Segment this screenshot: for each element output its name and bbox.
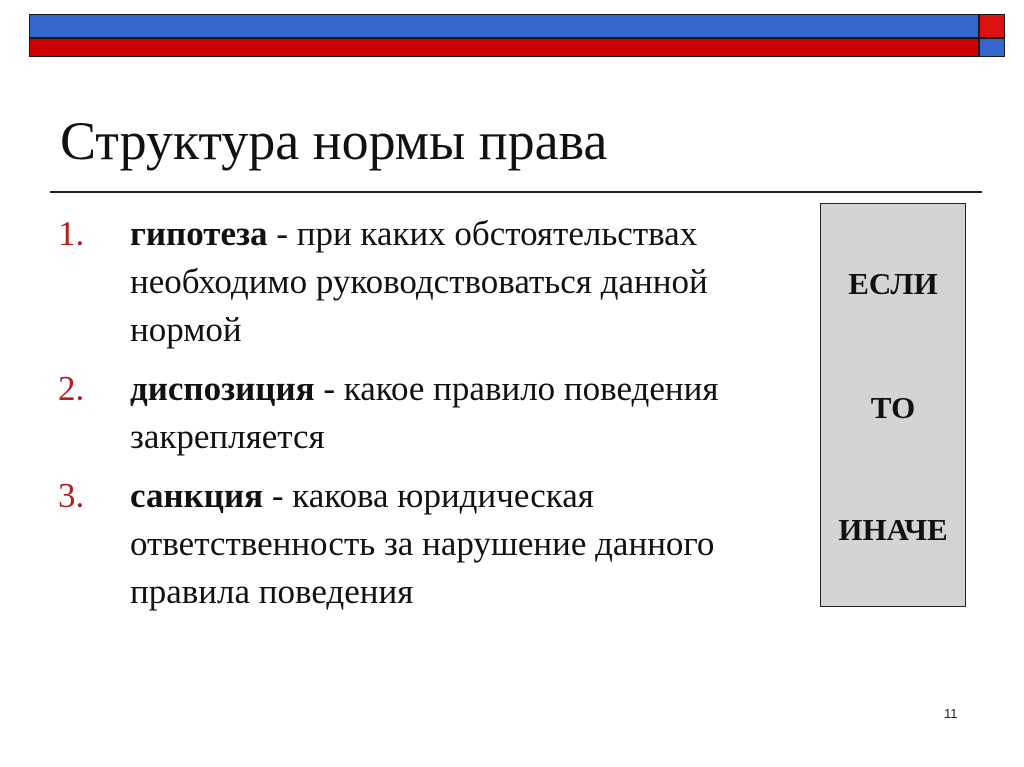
logic-word-if: ЕСЛИ <box>848 266 938 301</box>
logic-word-then: ТО <box>870 390 916 425</box>
list-item-hypothesis <box>58 210 818 354</box>
list-item-disposition <box>58 365 818 461</box>
page-number: 11 <box>944 706 958 721</box>
slide-title: Структура нормы права <box>60 111 608 171</box>
corner-blue-square <box>979 38 1005 57</box>
list-item-sanction <box>58 472 818 616</box>
item-description: - какова юридическая ответственность за нарушение данного правила поведения <box>130 476 715 611</box>
item-description: - при каких обстоятельствах необходимо руководствоваться данной нормой <box>130 214 708 349</box>
title-underline <box>50 191 982 193</box>
top-blue-bar <box>29 14 979 38</box>
item-description: - какое правило поведения закрепляется <box>130 369 719 456</box>
item-number: 2. <box>58 369 85 408</box>
item-term: диспозиция <box>130 369 315 408</box>
top-red-bar <box>29 38 979 57</box>
item-number: 3. <box>58 476 85 515</box>
norm-structure-list <box>58 210 818 627</box>
item-number: 1. <box>58 214 85 253</box>
item-term: гипотеза <box>130 214 268 253</box>
logic-word-else: ИНАЧЕ <box>838 512 948 547</box>
item-term: санкция <box>130 476 264 515</box>
corner-red-square <box>979 14 1005 38</box>
logic-box <box>820 203 966 607</box>
